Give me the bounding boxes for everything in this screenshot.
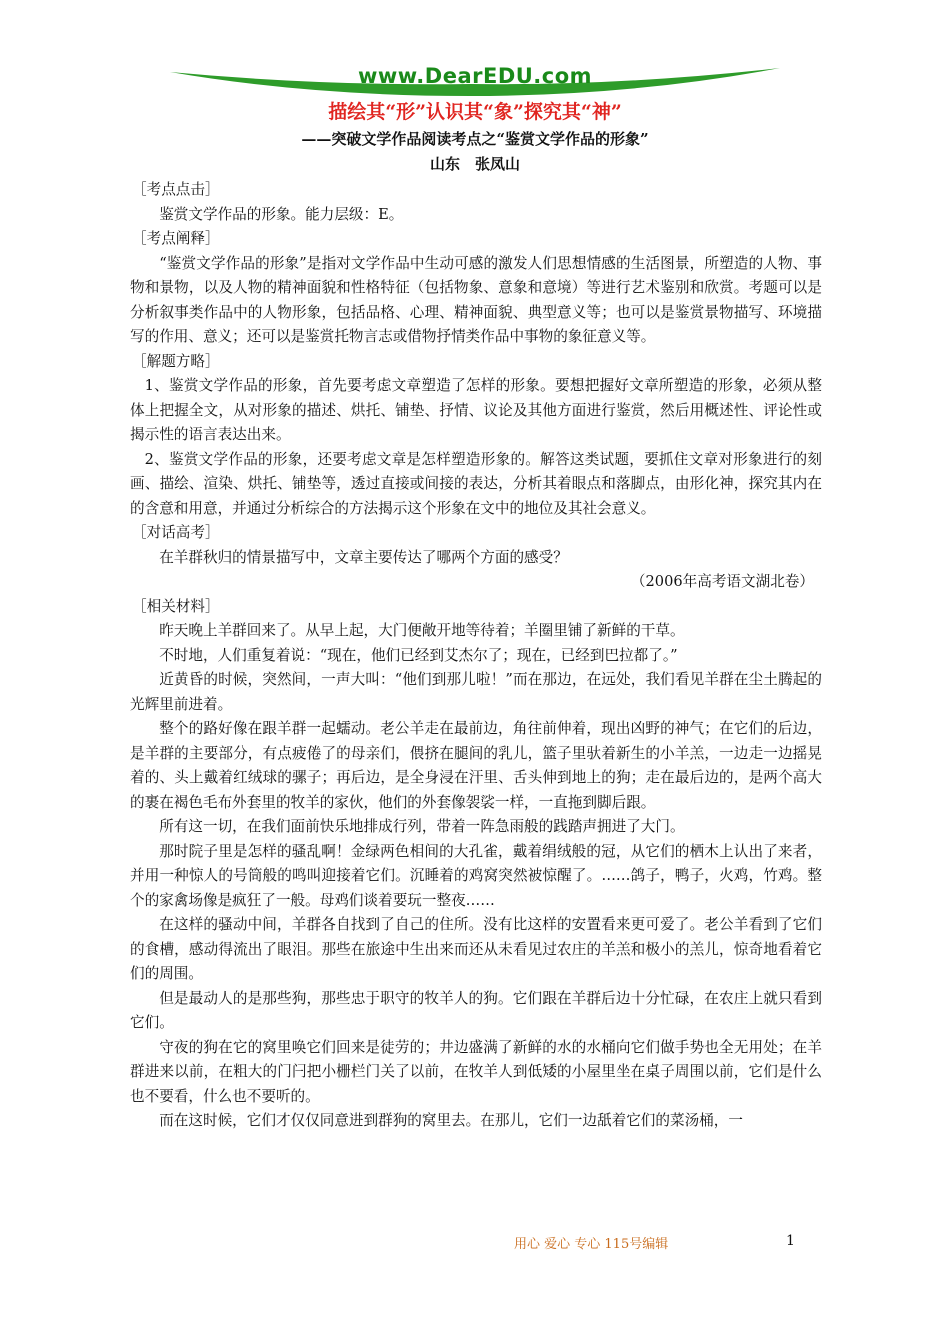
material-paragraph: 在这样的骚动中间，羊群各自找到了自己的住所。没有比这样的安置看来更可爱了。老公羊看到了它们的食槽，感动得流出了眼泪。那些在旅途中生出来而还从未看见过农庄的羊羔和极小的羔儿，惊奇地看着它们的周围。 bbox=[130, 916, 822, 982]
site-name[interactable]: www.DearEDU.com bbox=[357, 64, 593, 88]
paragraph: “鉴赏文学作品的形象”是指对文学作品中生动可感的激发人们思想情感的生活图景，所塑造的人物、事物和景物，以及人物的精神面貌和性格特征（包括物象、意象和意境）等进行艺术鉴别和欣赏。考题可以是分析叙事类作品中的人物形象，包括品格、心理、精神面貌、典型意义等；也可以是鉴赏景物描写、环境描写的作用、意义；还可以是鉴赏托物言志或借物抒情类作品中事物的象征意义等。 bbox=[130, 254, 822, 345]
paragraph: 1、鉴赏文学作品的形象，首先要考虑文章塑造了怎样的形象。要想把握好文章所塑造的形象，必须从整体上把握全文，从对形象的描述、烘托、铺垫、抒情、议论及其他方面进行鉴赏，然后用概述性、评论性或揭示性的语言表达出来。 bbox=[130, 377, 822, 443]
section-heading: ［考点阐释］ bbox=[132, 230, 220, 247]
page-number: 1 bbox=[786, 1233, 795, 1249]
material-paragraph: 而在这时候，它们才仅仅同意进到群狗的窝里去。在那儿，它们一边舐着它们的菜汤桶，一 bbox=[159, 1112, 743, 1129]
author: 山东 张凤山 bbox=[429, 155, 520, 173]
material-paragraph: 整个的路好像在跟羊群一起蠕动。老公羊走在最前边，角往前伸着，现出凶野的神气；在它们的后边，是羊群的主要部分，有点疲倦了的母亲们，偎挤在腿间的乳儿，篮子里驮着新生的小羊羔，一边走一边摇晃着的、头上戴着红绒球的骡子；再后边，是全身浸在汗里、舌头伸到地上的狗；走在最后边的，是两个高大的裹在褐色毛布外套里的牧羊的家伙，他们的外套像袈裟一样，一直拖到脚后跟。 bbox=[130, 720, 822, 811]
material-paragraph: 昨天晚上羊群回来了。从早上起，大门便敞开地等待着；羊圈里铺了新鲜的干草。 bbox=[159, 622, 685, 639]
page-subtitle: ——突破文学作品阅读考点之“鉴赏文学作品的形象” bbox=[301, 130, 649, 148]
material-paragraph: 守夜的狗在它的窝里唤它们回来是徒劳的；井边盛满了新鲜的水的水桶向它们做手势也全无用处；在羊群进来以前，在粗大的门闩把小栅栏门关了以前，在牧羊人到低矮的小屋里坐在桌子周围以前，它们是什么也不要看，什么也不要听的。 bbox=[130, 1038, 822, 1105]
material-paragraph: 近黄昏的时候，突然间，一声大叫：“他们到那儿啦！”而在那边，在远处，我们看见羊群在尘土腾起的光辉里前进着。 bbox=[130, 671, 822, 713]
section-heading: ［解题方略］ bbox=[132, 352, 220, 370]
material-paragraph: 不时地，人们重复着说：“现在，他们已经到艾杰尔了；现在，已经到巴拉都了。” bbox=[159, 646, 678, 664]
paragraph: 鉴赏文学作品的形象。能力层级：E。 bbox=[159, 205, 404, 223]
section-heading: ［对话高考］ bbox=[132, 524, 220, 541]
material-paragraph: 那时院子里是怎样的骚乱啊！金绿两色相间的大孔雀，戴着绢绒般的冠，从它们的栖木上认出了来者，并用一种惊人的号筒般的鸣叫迎接着它们。沉睡着的鸡窝突然被惊醒了。……鸽子，鸭子，火鸡，竹鸡。整个的家禽场像是疯狂了一般。母鸡们谈着要玩一整夜…… bbox=[130, 842, 822, 909]
material-paragraph: 所有这一切，在我们面前快乐地排成行列，带着一阵急雨般的践踏声拥进了大门。 bbox=[159, 818, 685, 835]
footer-text: 用心 爱心 专心 115号编辑 bbox=[514, 1237, 669, 1252]
page-title: 描绘其“形”认识其“象”探究其“神” bbox=[328, 101, 622, 123]
question-source: （2006年高考语文湖北卷） bbox=[630, 573, 814, 590]
question: 在羊群秋归的情景描写中，文章主要传达了哪两个方面的感受？ bbox=[159, 548, 568, 566]
article-body bbox=[130, 178, 822, 1134]
section-heading: ［考点点击］ bbox=[132, 181, 220, 198]
material-paragraph: 但是最动人的是那些狗，那些忠于职守的牧羊人的狗。它们跟在羊群后边十分忙碌，在农庄上就只看到它们。 bbox=[130, 989, 822, 1031]
section-heading: ［相关材料］ bbox=[132, 597, 220, 615]
paragraph: 2、鉴赏文学作品的形象，还要考虑文章是怎样塑造形象的。解答这类试题，要抓住文章对形象进行的刻画、描绘、渲染、烘托、铺垫等，透过直接或间接的表达，分析其着眼点和落脚点，由形化神，探究其内在的含意和用意，并通过分析综合的方法揭示这个形象在文中的地位及其社会意义。 bbox=[130, 450, 822, 517]
